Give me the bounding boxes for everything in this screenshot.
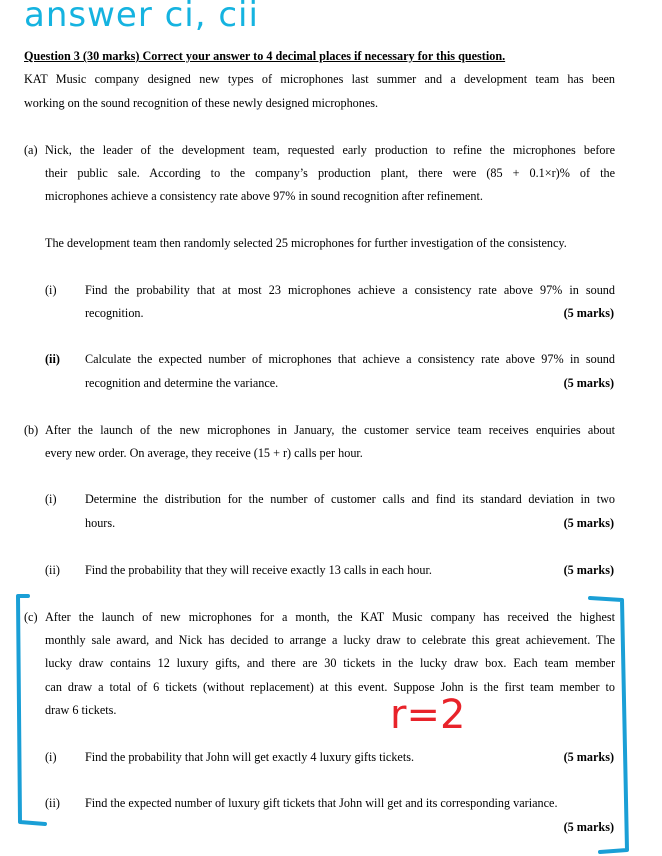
- handwritten-r-value: r=2: [390, 692, 466, 738]
- part-b-i-marks: (5 marks): [563, 516, 614, 530]
- part-c-line-5: draw 6 tickets.: [45, 703, 117, 717]
- part-c-line-3: lucky draw contains 12 luxury gifts, and there are 30 tickets in the lucky draw box. Each team member: [45, 656, 615, 670]
- part-a-ii-marks: (5 marks): [563, 376, 614, 390]
- part-a-followup: The development team then randomly selected 25 microphones for further investigation of the consistency.: [45, 236, 567, 250]
- part-b-i-line-1: Determine the distribution for the number of customer calls and find its standard deviation in two: [85, 492, 615, 506]
- part-a-label: (a): [24, 143, 38, 157]
- part-c-ii-line-1: Find the expected number of luxury gift tickets that John will get and its corresponding variance.: [85, 796, 558, 810]
- intro-line-1: KAT Music company designed new types of microphones last summer and a development team has been: [24, 72, 615, 86]
- part-a-line-2: their public sale. According to the company’s production plant, there were (85 + 0.1×r)% of the: [45, 166, 615, 180]
- part-b-label: (b): [24, 423, 39, 437]
- part-b-i-label: (i): [45, 492, 57, 506]
- part-b-line-2: every new order. On average, they receive (15 + r) calls per hour.: [45, 446, 363, 460]
- part-b-line-1: After the launch of the new microphones in January, the customer service team receives enquiries about: [45, 423, 615, 437]
- handwritten-note: answer ci, cii: [24, 0, 259, 35]
- part-b-i-line-2: hours.: [85, 516, 116, 530]
- intro-line-2: working on the sound recognition of these newly designed microphones.: [24, 96, 379, 110]
- part-c-ii-label: (ii): [45, 796, 60, 810]
- part-c-line-1: After the launch of new microphones for a month, the KAT Music company has received the highest: [45, 610, 615, 624]
- part-a-i-label: (i): [45, 283, 57, 297]
- part-a-i-line-1: Find the probability that at most 23 microphones achieve a consistency rate above 97% in sound: [85, 283, 615, 297]
- part-a-ii-line-1: Calculate the expected number of microphones that achieve a consistency rate above 97% in sound: [85, 352, 615, 366]
- part-c-i-label: (i): [45, 750, 57, 764]
- left-bracket: [18, 596, 45, 824]
- part-b-ii-marks: (5 marks): [563, 563, 614, 577]
- part-c-ii-marks: (5 marks): [563, 820, 614, 834]
- part-c-line-2: monthly sale award, and Nick has decided to arrange a lucky draw to celebrate this great achievement. The: [45, 633, 615, 647]
- part-c-i-line-1: Find the probability that John will get exactly 4 luxury gifts tickets.: [85, 750, 415, 764]
- question-heading: Question 3 (30 marks) Correct your answer to 4 decimal places if necessary for this question.: [24, 49, 506, 63]
- part-c-label: (c): [24, 610, 38, 624]
- part-a-ii-label: (ii): [45, 352, 60, 366]
- part-a-line-1: Nick, the leader of the development team, requested early production to refine the microphones before: [45, 143, 615, 157]
- part-a-i-marks: (5 marks): [563, 306, 614, 320]
- part-a-i-line-2: recognition.: [85, 306, 144, 320]
- part-b-ii-label: (ii): [45, 563, 60, 577]
- part-a-line-3: microphones achieve a consistency rate above 97% in sound recognition after refinement.: [45, 189, 483, 203]
- part-a-ii-line-2: recognition and determine the variance.: [85, 376, 279, 390]
- part-c-line-4: can draw a total of 6 tickets (without replacement) at this event. Suppose John is the first team member to: [45, 680, 615, 694]
- part-b-ii-line-1: Find the probability that they will receive exactly 13 calls in each hour.: [85, 563, 432, 577]
- part-c-i-marks: (5 marks): [563, 750, 614, 764]
